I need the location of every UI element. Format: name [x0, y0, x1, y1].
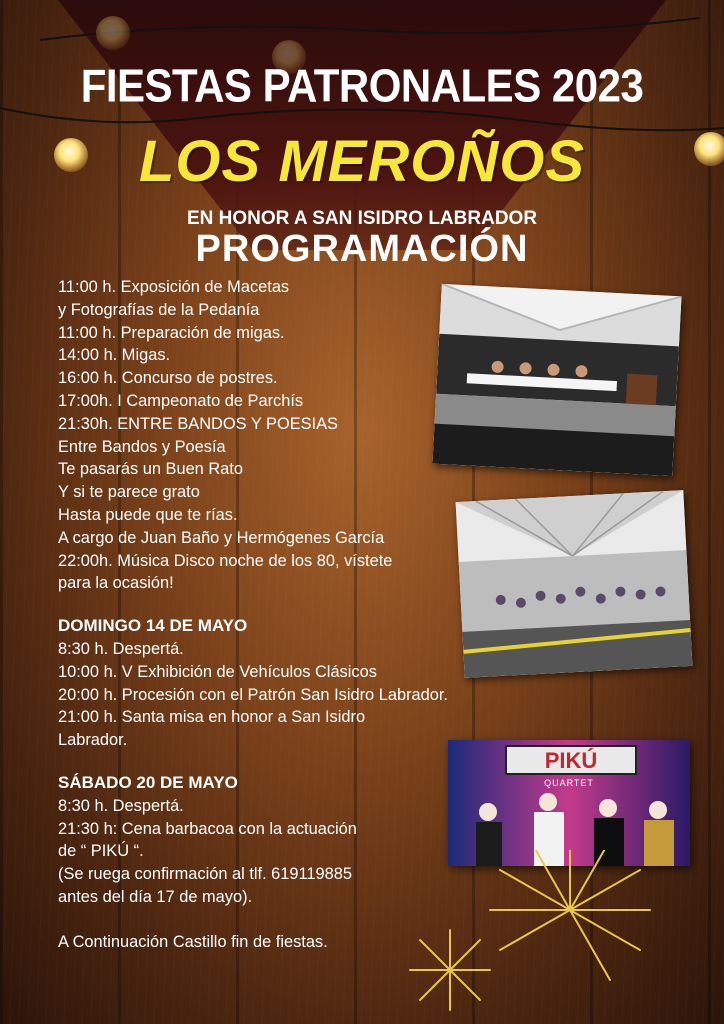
program-line: Te pasarás un Buen Rato	[58, 460, 243, 479]
village-name: LOS MEROÑOS	[138, 129, 586, 194]
honor-subtitle: EN HONOR A SAN ISIDRO LABRADOR	[186, 208, 538, 229]
day-heading-sabado: SÁBADO 20 DE MAYO	[58, 772, 238, 792]
program-line: Entre Bandos y Poesía	[58, 437, 226, 456]
crowd-tent-photo	[456, 490, 693, 678]
event-tent-photo	[432, 284, 681, 476]
band-pikú-photo	[448, 740, 690, 866]
fireworks-decoration	[400, 850, 724, 1024]
program-line: 21:00 h. Santa misa en honor a San Isidro	[58, 708, 366, 727]
program-line: 17:00h. I Campeonato de Parchís	[58, 391, 304, 410]
program-line: 14:00 h. Migas.	[58, 346, 171, 365]
band-name: PIKÚ	[544, 748, 598, 773]
light-bulb-icon	[96, 16, 130, 50]
event-title: FIESTAS PATRONALES 2023	[80, 59, 644, 112]
program-line: 16:00 h. Concurso de postres.	[58, 369, 278, 388]
program-line: 21:30 h: Cena barbacoa con la actuación	[58, 819, 357, 838]
program-line: 11:00 h. Exposición de Macetas	[58, 278, 290, 296]
program-line: Hasta puede que te rías.	[58, 505, 238, 524]
band-subtitle: QUARTET	[544, 778, 594, 788]
program-line: 8:30 h. Despertá.	[58, 639, 184, 658]
day-heading-domingo: DOMINGO 14 DE MAYO	[58, 616, 248, 636]
program-line: para la ocasión!	[58, 574, 174, 593]
program-line: 10:00 h. V Exhibición de Vehículos Clásicos	[58, 662, 377, 681]
program-line: Labrador.	[58, 731, 128, 750]
program-line: antes del día 17 de mayo).	[58, 887, 253, 906]
program-line: 8:30 h. Despertá.	[58, 796, 184, 815]
program-line: 20:00 h. Procesión con el Patrón San Isidro Labrador.	[58, 685, 448, 704]
program-line: 11:00 h. Preparación de migas.	[58, 323, 285, 342]
program-line: (Se ruega confirmación al tlf. 619119885	[58, 865, 352, 884]
program-heading: PROGRAMACIÓN	[195, 228, 529, 270]
program-line: de “ PIKÚ “.	[58, 842, 144, 861]
closing-line: A Continuación Castillo fin de fiestas.	[58, 932, 328, 951]
program-line: A cargo de Juan Baño y Hermógenes García	[58, 528, 385, 547]
program-line: y Fotografías de la Pedanía	[58, 300, 260, 319]
program-line: 22:00h. Música Disco noche de los 80, vístete	[58, 551, 393, 570]
program-line: 21:30h. ENTRE BANDOS Y POESIAS	[58, 414, 338, 433]
program-line: Y si te parece grato	[58, 483, 200, 502]
